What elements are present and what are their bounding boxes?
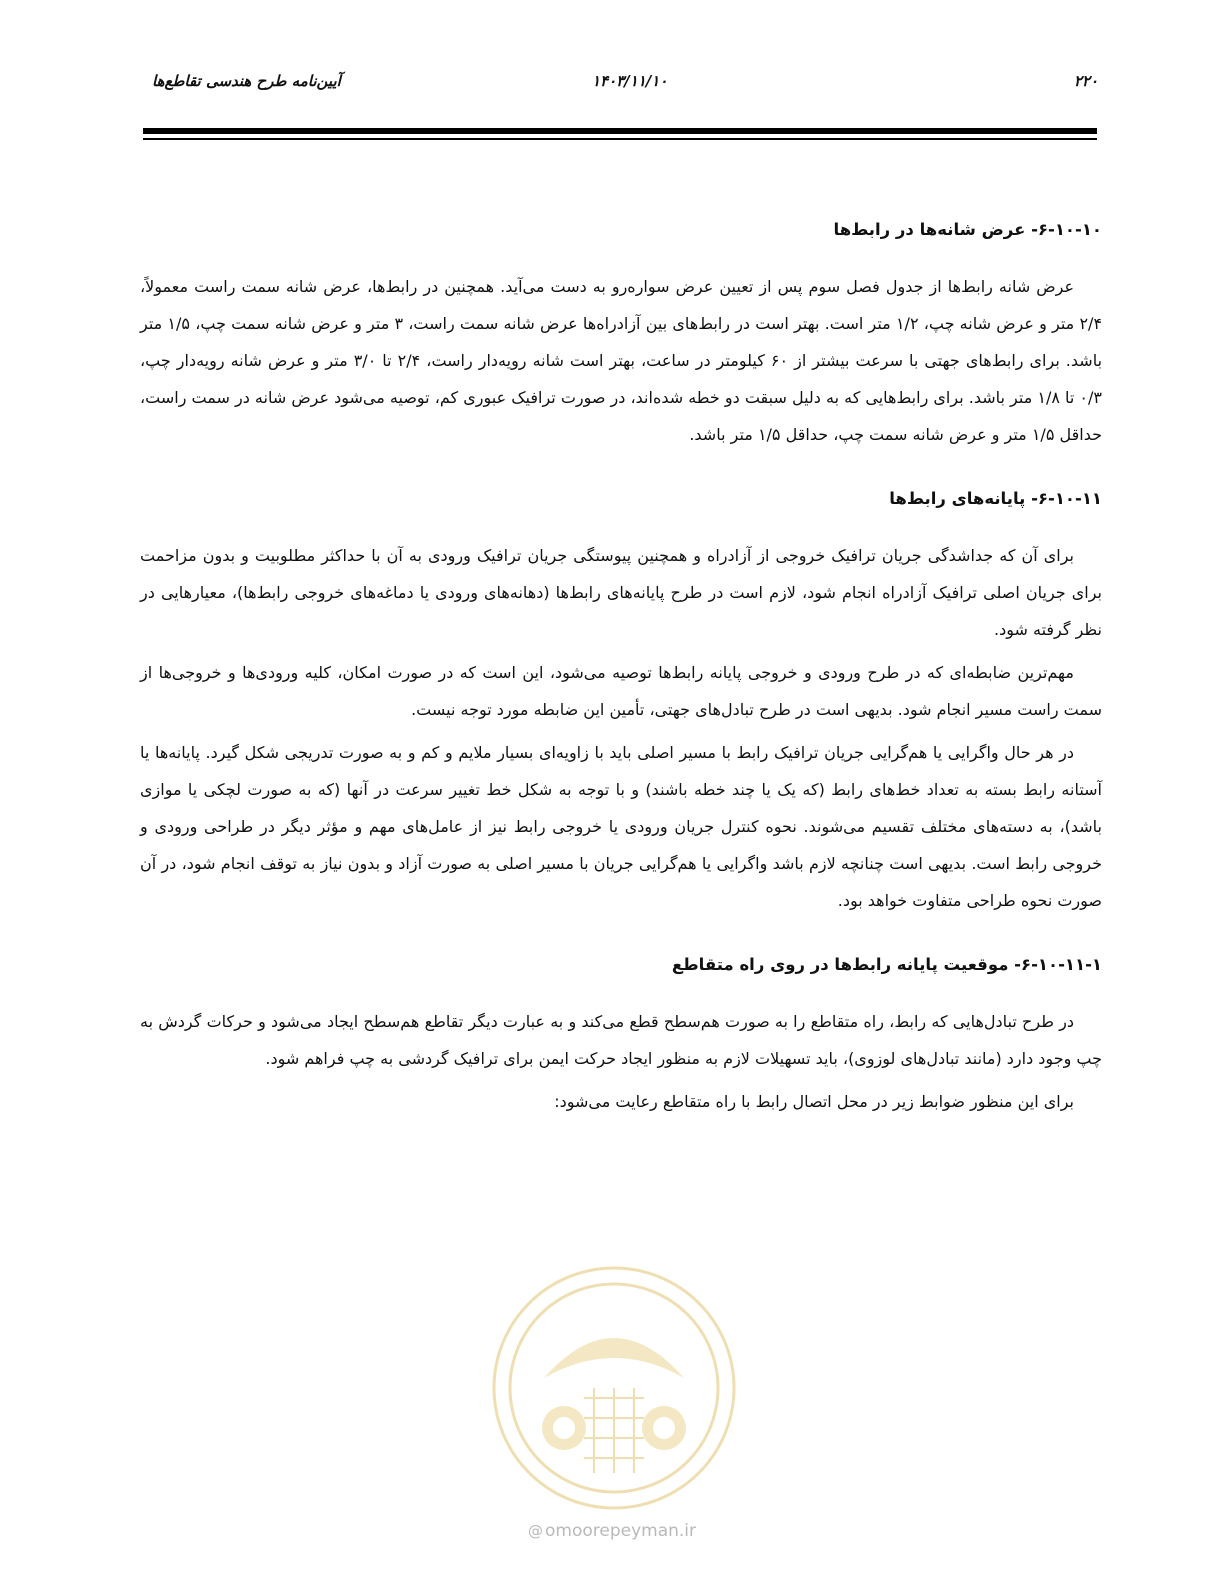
page-number: ۲۲۰ <box>1073 72 1098 90</box>
page-content <box>140 212 1102 1126</box>
body-paragraph: در طرح تبادل‌هایی که رابط، راه متقاطع را به صورت هم‌سطح قطع می‌کند و به عبارت دیگر تقاطع هم‌سطح ایجاد می‌شود و حرکات گردش به چپ وجود دارد (مانند تبادل‌های لوزوی)، باید تسهیلات لازم به منظور ایجاد حرکت ایمن برای ترافیک گردشی به چپ فراهم شود. <box>140 1012 1102 1068</box>
header-date: ۱۴۰۳/۱۱/۱۰ <box>592 72 668 90</box>
body-paragraph: برای آن که جداشدگی جریان ترافیک خروجی از آزادراه و همچنین پیوستگی جریان ترافیک ورودی به آن با حداکثر مطلوبیت و بدون مزاحمت برای جریان اصلی ترافیک آزادراه انجام شود، لازم است در طرح پایانه‌های رابط‌ها (دهانه‌های ورودی یا دماغه‌های خروجی رابط‌ها)، معیارهایی در نظر گرفته شود. <box>140 546 1102 639</box>
body-paragraph: عرض شانه رابط‌ها از جدول فصل سوم پس از تعیین عرض سواره‌رو به دست می‌آید. همچنین در رابط‌ها، عرض شانه سمت راست معمولاً، ۲/۴ متر و عرض شانه چپ، ۱/۲ متر است. بهتر است در رابط‌های بین آزادراه‌ها عرض شانه سمت راست، ۳ متر و عرض شانه سمت چپ، ۱/۵ متر باشد. برای رابط‌های جهتی با سرعت بیشتر از ۶۰ کیلومتر در ساعت، بهتر است شانه رویه‌دار راست، ۲/۴ تا ۳/۰ متر و عرض شانه رویه‌دار چپ، ۰/۳ تا ۱/۸ متر باشد. برای رابط‌هایی که به دلیل سبقت دو خطه شده‌اند، در صورت ترافیک عبوری کم، توصیه می‌شود عرض شانه در سمت راست، حداقل ۱/۵ متر و عرض شانه سمت چپ، حداقل ۱/۵ متر باشد. <box>140 277 1103 444</box>
watermark-seal-logo <box>484 1258 744 1518</box>
watermark-url-text: omoorepeyman.ir <box>544 1521 697 1541</box>
section-heading: ۶-۱۰-۱۱- پایانه‌های رابط‌ها <box>889 489 1102 508</box>
section-heading: ۶-۱۰-۱۱-۱- موقعیت پایانه رابط‌ها در روی راه متقاطع <box>671 955 1102 974</box>
page-header <box>140 72 1100 102</box>
header-rule-thin <box>143 138 1097 140</box>
at-icon: @ <box>527 1522 543 1540</box>
body-paragraph: در هر حال واگرایی یا هم‌گرایی جریان ترافیک رابط با مسیر اصلی باید با زاویه‌ای بسیار ملایم و کم و به صورت تدریجی شکل گیرد. پایانه‌ها یا آستانه رابط بسته به تعداد خط‌های رابط (که یک یا چند خطه باشند) و با توجه به شکل خط تغییر سرعت در آنها (که به صورت لچکی یا موازی باشد)، به دسته‌های مختلف تقسیم می‌شوند. نحوه کنترل جریان ورودی یا خروجی رابط نیز از عامل‌های مهم و مؤثر دیگر در طراحی ورودی و خروجی رابط است. بدیهی است چنانچه لازم باشد واگرایی یا هم‌گرایی جریان با مسیر اصلی به صورت آزاد و بدون نیاز به توقف انجام شود، در آن صورت نحوه طراحی متفاوت خواهد بود. <box>140 743 1102 910</box>
section-heading: ۶-۱۰-۱۰- عرض شانه‌ها در رابط‌ها <box>833 220 1102 239</box>
body-paragraph: برای این منظور ضوابط زیر در محل اتصال رابط با راه متقاطع رعایت می‌شود: <box>554 1092 1074 1111</box>
header-title: آیین‌نامه طرح هندسی تقاطع‌ها <box>152 72 341 90</box>
header-rule-thick <box>143 128 1097 134</box>
body-paragraph: مهم‌ترین ضابطه‌ای که در طرح ورودی و خروجی پایانه رابط‌ها توصیه می‌شود، این است که در صورت امکان، کلیه ورودی‌ها و خروجی‌ها از سمت راست مسیر انجام شود. بدیهی است در طرح تبادل‌های جهتی، تأمین این ضابطه مورد توجه نیست. <box>140 663 1102 719</box>
watermark-url <box>0 1521 1224 1541</box>
